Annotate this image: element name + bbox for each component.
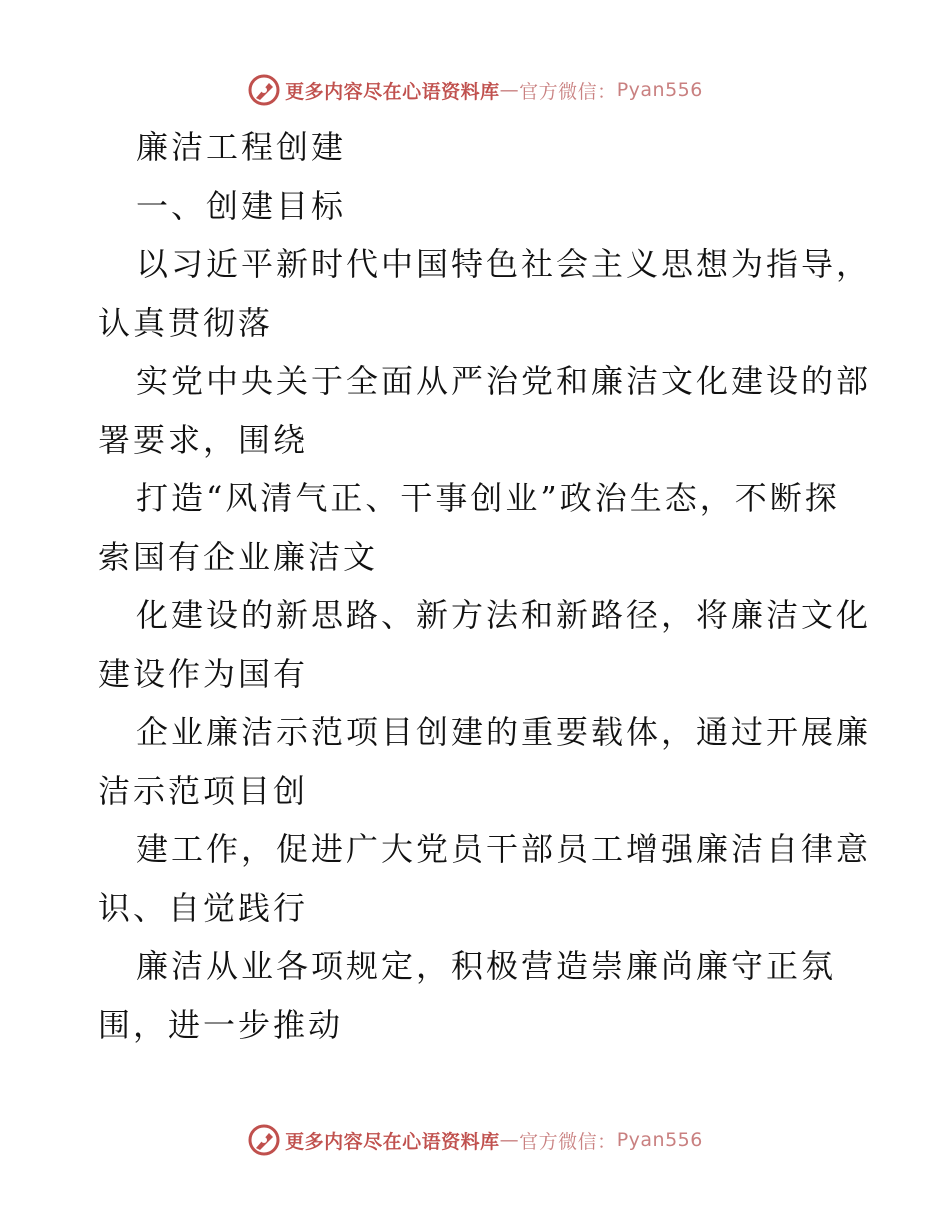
watermark-separator: — — [499, 1129, 520, 1151]
watermark-separator: — — [499, 79, 520, 101]
paragraph-line: 认真贯彻落 — [98, 303, 274, 342]
paragraph-line: 实党中央关于全面从严治党和廉洁文化建设的部 — [136, 362, 872, 400]
watermark-main-text: 更多内容尽在心语资料库 — [285, 1130, 500, 1153]
watermark-wechat-label: 官方微信： — [519, 1130, 617, 1153]
footer-watermark — [0, 1120, 950, 1160]
watermark-wechat-label: 官方微信： — [519, 80, 617, 103]
paragraph-line: 署要求，围绕 — [98, 420, 309, 459]
paragraph-line: 索国有企业廉洁文 — [98, 537, 379, 576]
watermark-wechat-id: Pyan556 — [616, 1129, 703, 1151]
watermark-wechat-id: Pyan556 — [616, 79, 703, 101]
watermark-main-text: 更多内容尽在心语资料库 — [285, 80, 500, 103]
pen-nib-logo-icon — [247, 1123, 281, 1157]
paragraph-line: 以习近平新时代中国特色社会主义思想为指导， — [136, 245, 872, 283]
paragraph-line: 企业廉洁示范项目创建的重要载体，通过开展廉 — [136, 713, 872, 751]
document-title: 廉洁工程创建 — [136, 128, 347, 166]
paragraph-line: 打造“风清气正、干事创业”政治生态，不断探 — [136, 479, 840, 517]
section-heading: 一、创建目标 — [136, 186, 347, 225]
paragraph-line: 廉洁从业各项规定，积极营造崇廉尚廉守正氛 — [136, 947, 837, 985]
paragraph-line: 建设作为国有 — [98, 654, 309, 693]
paragraph-line: 围，进一步推动 — [98, 1005, 344, 1044]
paragraph-line: 化建设的新思路、新方法和新路径，将廉洁文化 — [136, 596, 872, 634]
paragraph-line: 洁示范项目创 — [98, 771, 309, 810]
paragraph-line: 建工作，促进广大党员干部员工增强廉洁自律意 — [136, 830, 872, 868]
paragraph-line: 识、自觉践行 — [98, 888, 309, 927]
pen-nib-logo-icon — [247, 73, 281, 107]
header-watermark — [0, 70, 950, 110]
document-body — [98, 118, 872, 1054]
